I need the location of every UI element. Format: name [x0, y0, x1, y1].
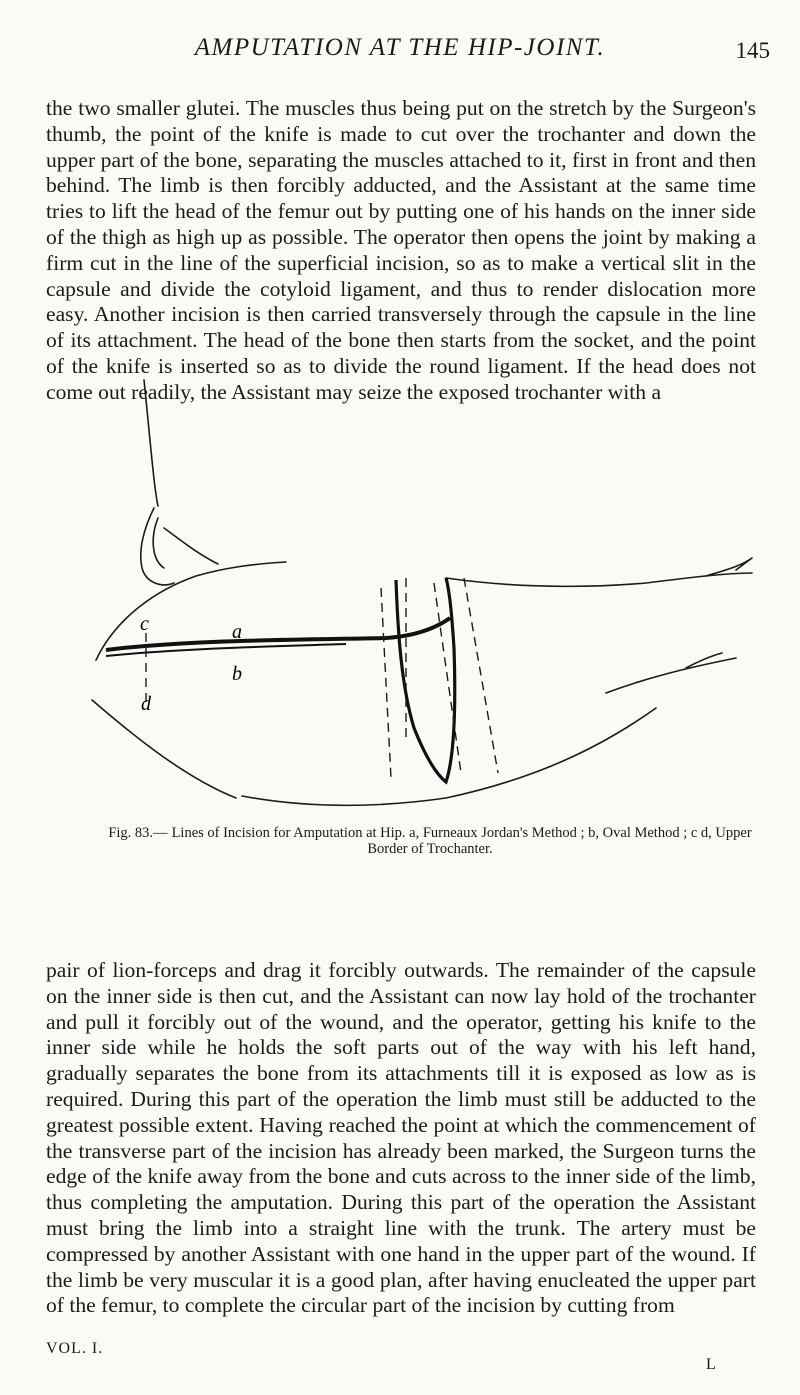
outline-lower-left	[92, 700, 236, 798]
volume-mark: VOL. I.	[46, 1340, 104, 1357]
groin-line	[96, 562, 286, 660]
body-paragraph-1: the two smaller glutei. The muscles thus being put on the stretch by the Surgeon's thumb, the point of the knife is made to cut over the trochanter and down the upper part of the bone, separating the muscles attached to it, first in front and then behind. The limb is then forcibly adducted, and the Assistant at the same time tries to lift the head of the femur out by putting one of his hands on the inner side of the thigh as high up as possible. The operator then opens the joint by making a firm cut in the line of the superficial incision, so as to make a vertical slit in the capsule and divide the cotyloid ligament, and thus to render dislocation more easy. Another incision is then carried transversely through the capsule in the line of its attachment. The head of the bone then starts from the socket, and the point of the knife is inserted so as to divide the round ligament. If the head does not come out readily, the Assistant may seize the exposed trochanter with a	[46, 96, 756, 404]
outline-upper-left	[144, 380, 158, 506]
incision-diagram	[46, 378, 756, 808]
upper-right-curve	[446, 573, 752, 586]
dashed-line-1	[381, 588, 391, 778]
label-b: b	[232, 663, 242, 685]
caption-label: Fig. 83.—	[108, 825, 168, 841]
label-c: c	[140, 613, 149, 635]
dashed-line-3	[434, 583, 461, 773]
buttock-inner-curve	[153, 518, 164, 568]
lower-right-tip	[686, 653, 722, 668]
dashed-line-4	[464, 578, 498, 773]
crotch-curve	[242, 708, 656, 805]
figure-83	[46, 378, 756, 808]
signature-mark: L	[706, 1356, 716, 1373]
page-number: 145	[735, 38, 770, 63]
buttock-fold	[164, 528, 218, 564]
label-d: d	[141, 693, 151, 715]
page-header	[0, 34, 800, 74]
lower-right-curve	[606, 658, 736, 693]
body-paragraph-2: pair of lion-forceps and drag it forcibly outwards. The remainder of the capsule on the inner side is then cut, and the Assistant can now lay hold of the trochanter and pull it forcibly out of the wound, and the operator, getting his knife to the inner side while he holds the soft parts out of the way with his left hand, gradually separates the bone from its attachments till it is exposed as low as is required. During this part of the operation the limb must still be adducted to the greatest possible extent. Having reached the point at which the commencement of the transverse part of the incision has already been marked, the Surgeon turns the edge of the knife away from the bone and cuts across to the inner side of the limb, thus completing the amputation. During this part of the operation the Assistant must bring the limb into a straight line with the trunk. The artery must be compressed by another Assistant with one hand in the upper part of the wound. If the limb be very muscular it is a good plan, after having enucleated the upper part of the femur, to complete the circular part of the incision by cutting from	[46, 958, 756, 1318]
figure-caption	[100, 825, 760, 857]
incision-b-oval	[396, 578, 455, 782]
caption-text: Lines of Incision for Amputation at Hip. a, Furneaux Jordan's Method ; b, Oval Method ; c d, Upper Border of Trochanter.	[171, 825, 752, 857]
label-a: a	[232, 621, 242, 643]
running-title: AMPUTATION AT THE HIP-JOINT.	[194, 34, 606, 61]
